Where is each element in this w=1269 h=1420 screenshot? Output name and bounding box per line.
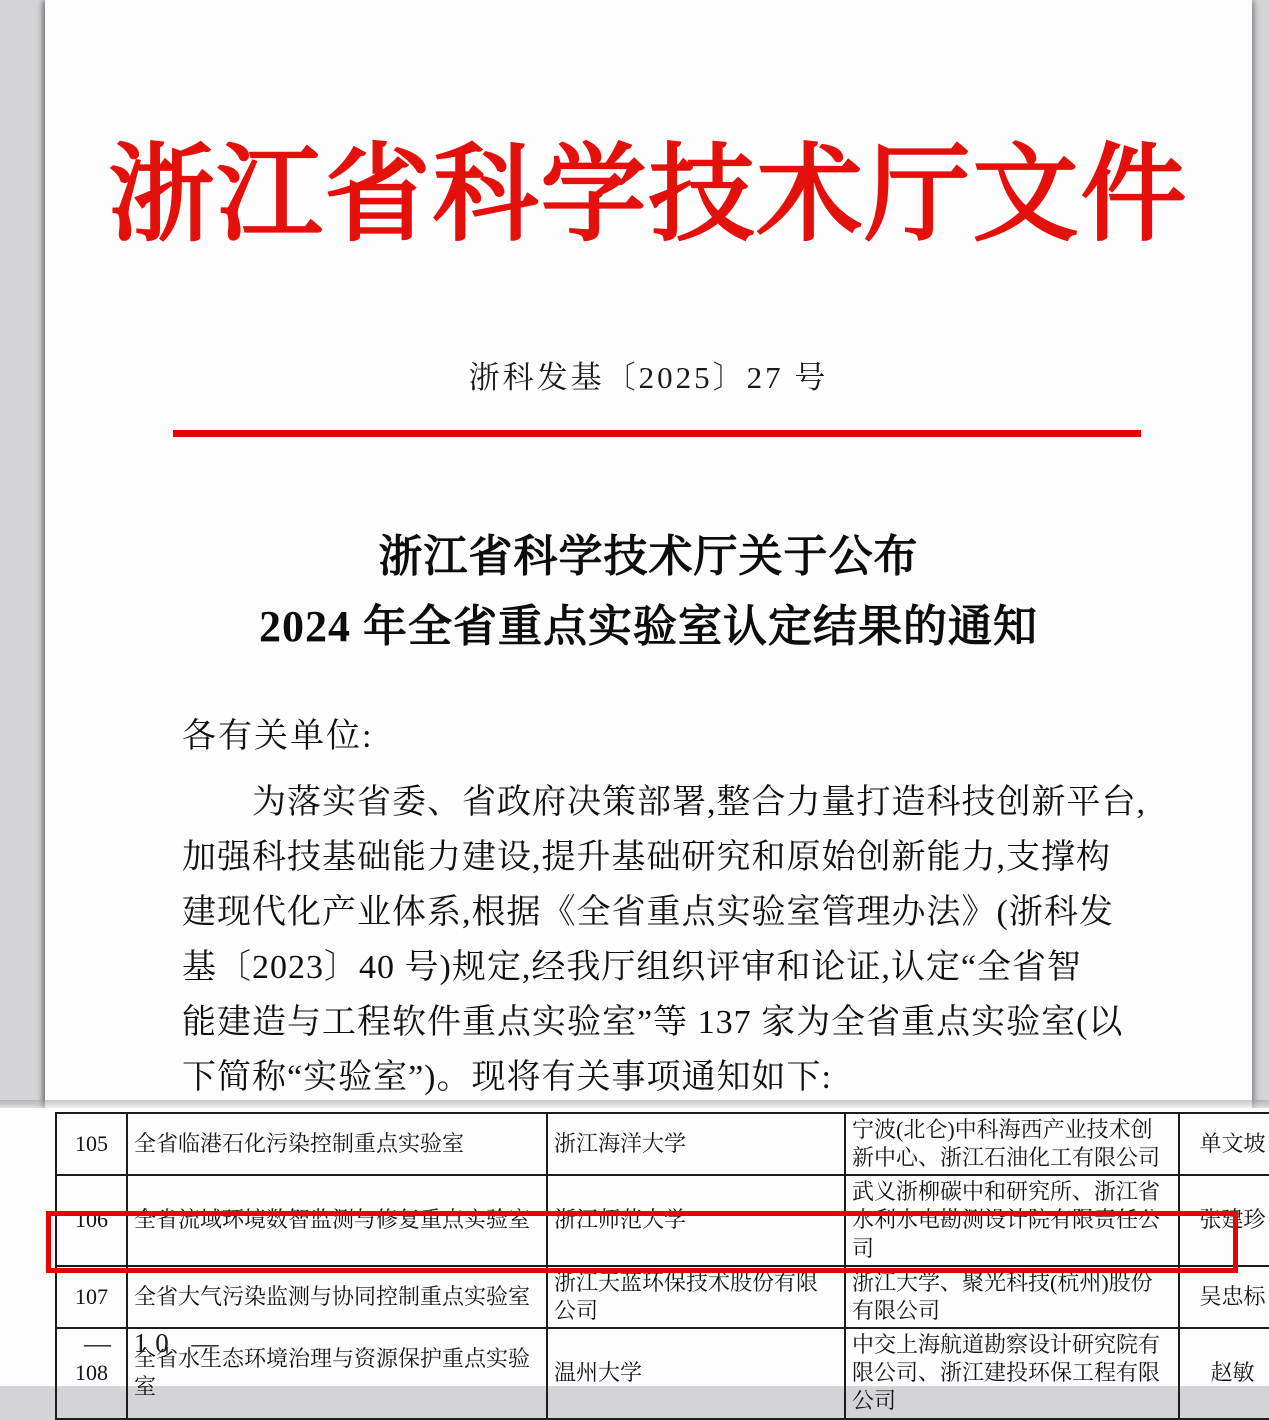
salutation: 各有关单位: xyxy=(182,718,374,755)
body-line: 下简称“实验室”)。现将有关事项通知如下: xyxy=(182,1059,832,1096)
page-seam-shadow xyxy=(0,1100,1269,1108)
cell-row-number: 108 xyxy=(56,1328,127,1418)
cell-row-number: 105 xyxy=(56,1113,127,1175)
notice-title-line-2: 2024 年全省重点实验室认定结果的通知 xyxy=(259,602,1038,651)
cell-host-unit: 温州大学 xyxy=(547,1328,845,1418)
page-number: — 10 — xyxy=(84,1328,227,1358)
table-row-105 xyxy=(56,1113,1269,1175)
cell-partner-units: 中交上海航道勘察设计研究院有限公司、浙江建投环保工程有限公司 xyxy=(845,1328,1179,1418)
body-line: 建现代化产业体系,根据《全省重点实验室管理办法》(浙科发 xyxy=(182,894,1114,931)
cell-lab-name: 全省流域环境数智监测与修复重点实验室 xyxy=(127,1175,547,1265)
body-line: 能建造与工程软件重点实验室”等 137 家为全省重点实验室(以 xyxy=(182,1004,1124,1041)
body-line: 加强科技基础能力建设,提升基础研究和原始创新能力,支撑构 xyxy=(182,839,1111,876)
cell-partner-units: 宁波(北仑)中科海西产业技术创新中心、浙江石油化工有限公司 xyxy=(845,1113,1179,1175)
cell-lab-name: 全省水生态环境治理与资源保护重点实验室 xyxy=(127,1328,547,1418)
cell-partner-units: 浙江大学、聚光科技(杭州)股份有限公司 xyxy=(845,1266,1179,1328)
cell-lab-name: 全省大气污染监测与协同控制重点实验室 xyxy=(127,1266,547,1328)
cell-host-unit: 浙江海洋大学 xyxy=(547,1113,845,1175)
cell-row-number: 106 xyxy=(56,1175,127,1265)
body-line: 为落实省委、省政府决策部署,整合力量打造科技创新平台, xyxy=(252,784,1146,821)
table-row-106 xyxy=(56,1175,1269,1265)
cell-host-unit: 浙江天蓝环保技术股份有限公司 xyxy=(547,1266,845,1328)
cell-partner-units: 武义浙柳碳中和研究所、浙江省水利水电勘测设计院有限责任公司 xyxy=(845,1175,1179,1265)
labs-table xyxy=(55,1112,1269,1420)
cell-director: 赵敏 xyxy=(1179,1328,1269,1418)
cell-director: 单文坡 xyxy=(1179,1113,1269,1175)
body-text xyxy=(182,775,1146,1105)
cell-row-number: 107 xyxy=(56,1266,127,1328)
cell-director: 吴忠标 xyxy=(1179,1266,1269,1328)
red-divider-rule xyxy=(173,430,1141,437)
body-line: 基〔2023〕40 号)规定,经我厅组织评审和论证,认定“全省智 xyxy=(182,949,1082,986)
cell-host-unit: 浙江师范大学 xyxy=(547,1175,845,1265)
table-row-107-highlighted xyxy=(56,1266,1269,1328)
notice-title xyxy=(45,522,1252,662)
notice-title-line-1: 浙江省科学技术厅关于公布 xyxy=(378,532,919,581)
cell-director: 张建珍 xyxy=(1179,1175,1269,1265)
cell-lab-name: 全省临港石化污染控制重点实验室 xyxy=(127,1113,547,1175)
letterhead-title: 浙江省科学技术厅文件 xyxy=(108,137,1189,254)
document-page xyxy=(45,0,1252,1108)
table-row-108 xyxy=(56,1328,1269,1418)
document-number: 浙科发基〔2025〕27 号 xyxy=(468,360,829,395)
